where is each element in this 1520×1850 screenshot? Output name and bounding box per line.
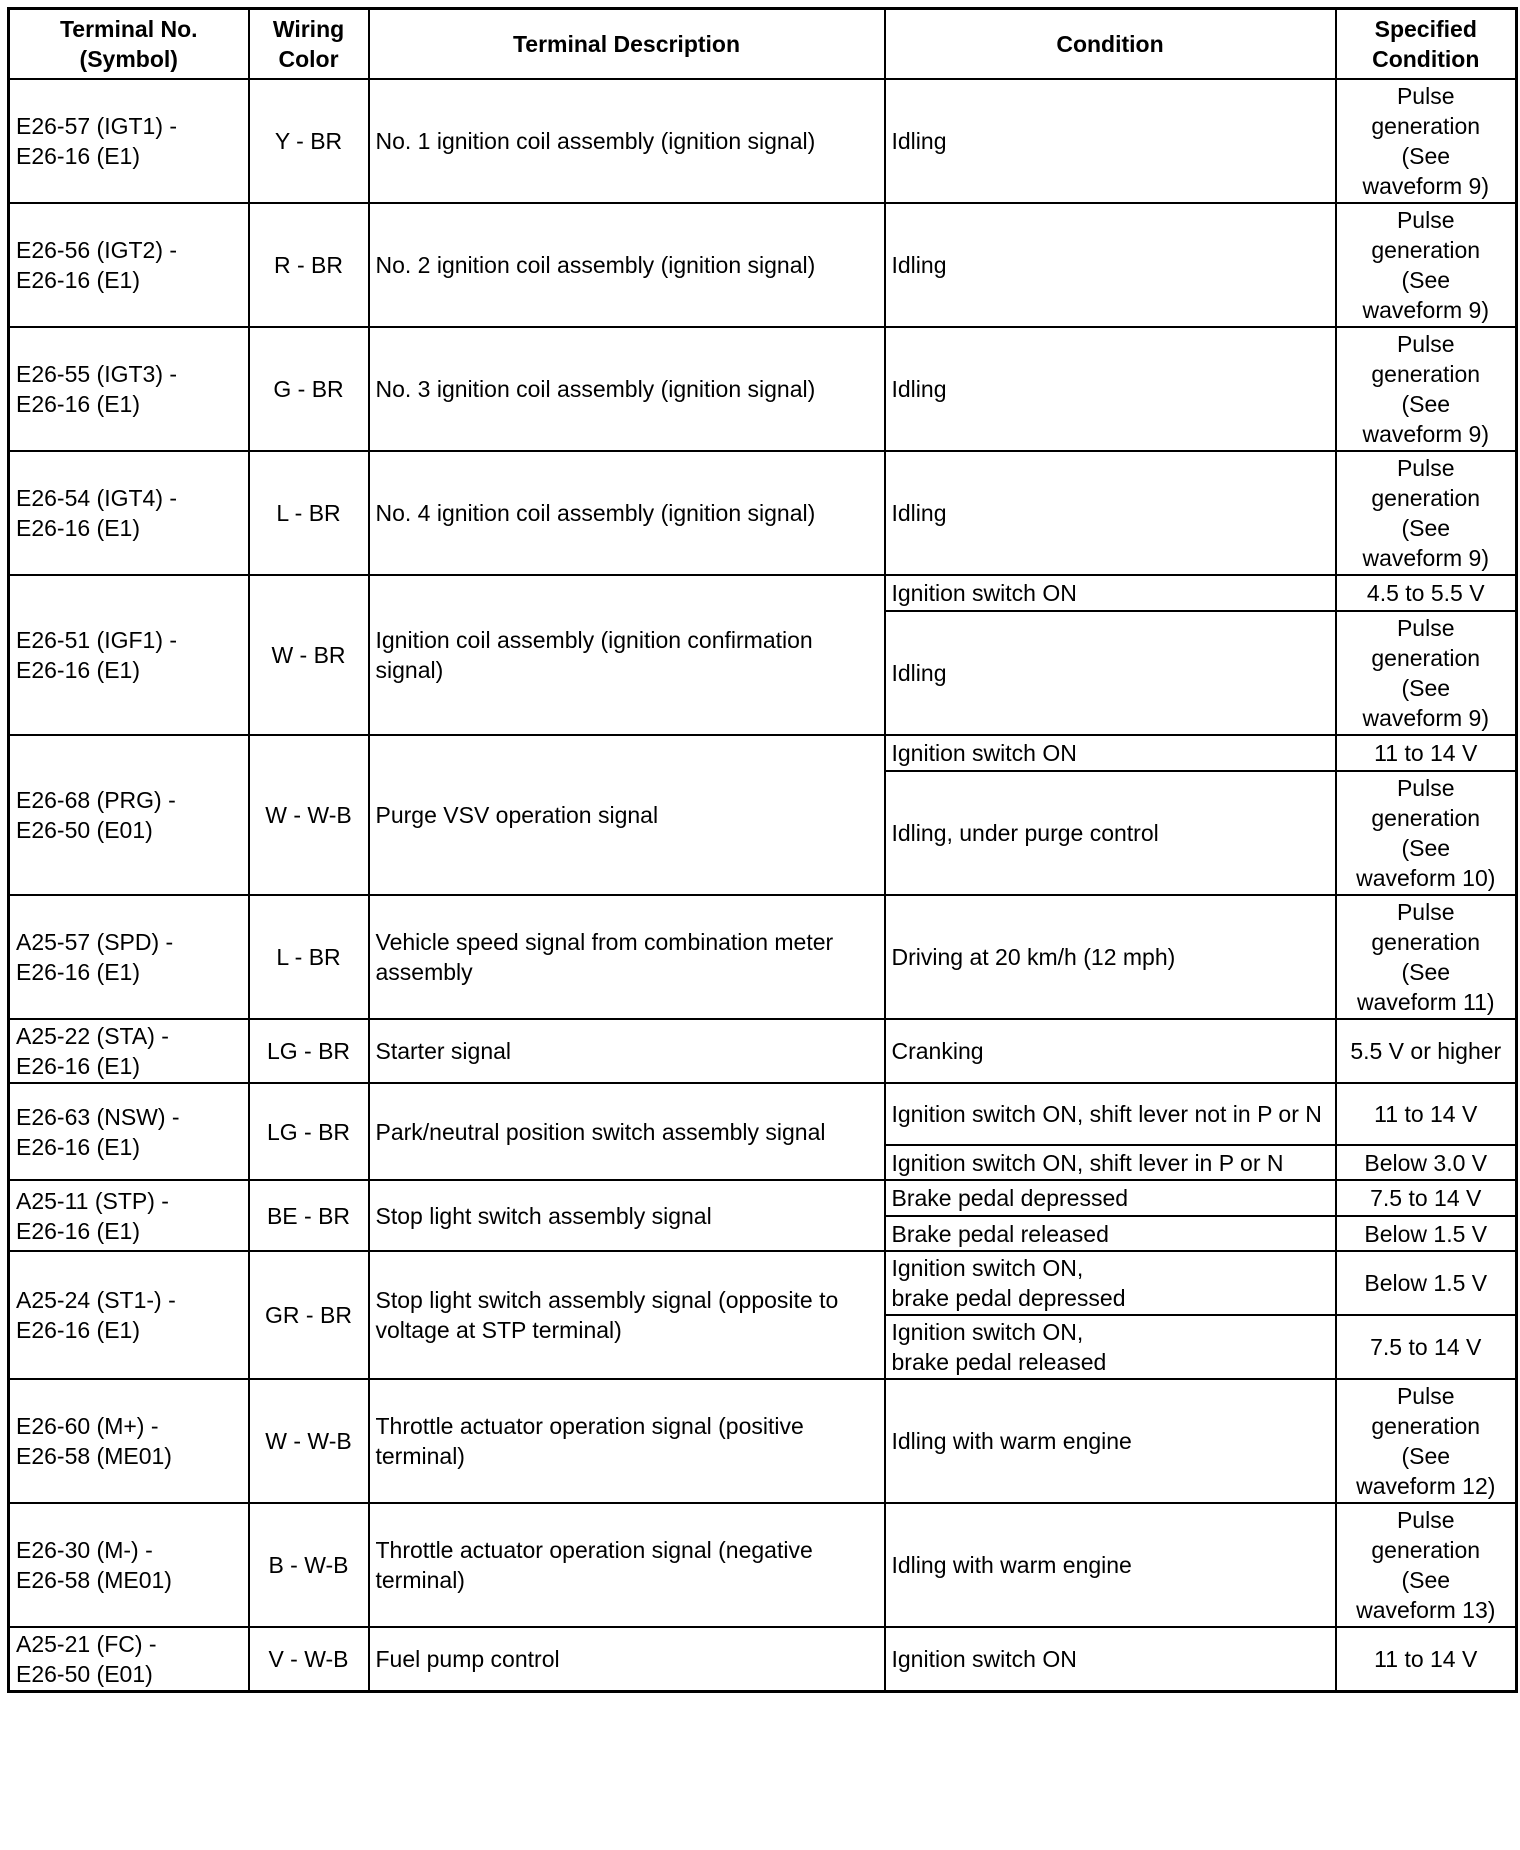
condition-line: Ignition switch ON <box>891 740 1077 766</box>
condition-line: Idling <box>891 252 947 278</box>
specified-line: generation <box>1371 237 1481 263</box>
condition-line: Idling with warm engine <box>891 1552 1132 1578</box>
terminal-line: E26-63 (NSW) - <box>16 1103 180 1130</box>
condition-line: Ignition switch ON, <box>891 1255 1084 1281</box>
specified-line: waveform 9) <box>1362 297 1490 323</box>
terminal-line: E26-16 (E1) <box>16 391 141 417</box>
condition-cell <box>885 1019 1336 1083</box>
condition-cell <box>885 1216 1336 1251</box>
specified-line: waveform 10) <box>1356 865 1496 891</box>
wiring-color-cell: LG - BR <box>249 1019 369 1083</box>
terminal-cell <box>9 451 249 575</box>
table-body <box>9 79 1517 1692</box>
terminal-line: A25-21 (FC) - <box>16 1631 157 1657</box>
terminal-line: A25-22 (STA) - <box>16 1023 169 1049</box>
wiring-color-cell: LG - BR <box>249 1083 369 1180</box>
specified-line: generation <box>1371 361 1481 387</box>
specified-condition-cell <box>1336 1627 1517 1692</box>
wiring-color-cell: W - BR <box>249 575 369 735</box>
specified-line: Pulse <box>1396 207 1455 233</box>
specified-line: generation <box>1371 645 1481 671</box>
terminal-cell <box>9 1251 249 1379</box>
table-row <box>9 451 1517 575</box>
wiring-color-cell: GR - BR <box>249 1251 369 1379</box>
wiring-color-cell: Y - BR <box>249 79 369 203</box>
terminal-line: A25-24 (ST1-) - <box>16 1287 176 1313</box>
specified-line: Pulse <box>1396 331 1455 357</box>
terminal-description-cell: No. 4 ignition coil assembly (ignition signal) <box>369 451 885 575</box>
specified-line: waveform 12) <box>1356 1473 1496 1499</box>
specified-line: 11 to 14 V <box>1374 740 1478 766</box>
condition-cell <box>885 1145 1336 1180</box>
specified-line: (See <box>1401 835 1451 861</box>
table-row <box>9 203 1517 327</box>
table-row <box>9 79 1517 203</box>
specified-line: (See <box>1401 1443 1451 1469</box>
terminal-line: E26-16 (E1) <box>16 1133 141 1160</box>
specified-condition-cell <box>1336 1251 1517 1315</box>
condition-line: Ignition switch ON, <box>891 1319 1084 1345</box>
condition-line: Brake pedal released <box>891 1220 1109 1247</box>
condition-cell <box>885 1379 1336 1503</box>
condition-line: Idling <box>891 500 947 526</box>
wiring-color-cell: V - W-B <box>249 1627 369 1692</box>
condition-line: Ignition switch ON <box>891 580 1077 606</box>
terminal-cell <box>9 1083 249 1180</box>
condition-line: Ignition switch ON, shift lever not in P or N <box>891 1101 1322 1127</box>
specified-line: generation <box>1371 1413 1481 1439</box>
table-row <box>9 1503 1517 1627</box>
condition-cell <box>885 575 1336 611</box>
condition-line: Brake pedal depressed <box>891 1185 1129 1211</box>
condition-cell <box>885 1503 1336 1627</box>
table-row <box>9 575 1517 611</box>
terminal-description-cell: Park/neutral position switch assembly signal <box>369 1083 885 1180</box>
condition-cell <box>885 79 1336 203</box>
terminal-description-cell: Stop light switch assembly signal (opposite to voltage at STP terminal) <box>369 1251 885 1379</box>
condition-cell <box>885 735 1336 771</box>
header-terminal: Terminal No. (Symbol) <box>9 9 249 80</box>
specified-line: (See <box>1401 391 1451 417</box>
specified-condition-cell <box>1336 1145 1517 1180</box>
wiring-color-cell: W - W-B <box>249 1379 369 1503</box>
condition-cell <box>885 1251 1336 1315</box>
header-wiring: Wiring Color <box>249 9 369 80</box>
condition-line: Driving at 20 km/h (12 mph) <box>891 944 1176 970</box>
terminal-description-cell: Vehicle speed signal from combination meter assembly <box>369 895 885 1019</box>
specified-line: 11 to 14 V <box>1374 1646 1478 1672</box>
terminal-line: A25-57 (SPD) - <box>16 929 174 955</box>
condition-cell <box>885 1627 1336 1692</box>
specified-line: waveform 11) <box>1356 989 1495 1015</box>
specified-line: generation <box>1371 485 1481 511</box>
header-specified: Specified Condition <box>1336 9 1517 80</box>
wiring-color-cell: L - BR <box>249 895 369 1019</box>
specified-line: waveform 9) <box>1362 173 1490 199</box>
terminal-line: E26-58 (ME01) <box>16 1443 172 1469</box>
specified-line: 11 to 14 V <box>1374 1101 1478 1127</box>
specified-line: (See <box>1401 1567 1451 1593</box>
condition-line: Idling <box>891 376 947 402</box>
specified-line: 7.5 to 14 V <box>1370 1334 1482 1360</box>
table-row <box>9 1180 1517 1216</box>
condition-line: Idling <box>891 128 947 154</box>
condition-line: Idling <box>891 660 947 686</box>
specified-line: (See <box>1401 267 1451 293</box>
condition-cell <box>885 327 1336 451</box>
specified-condition-cell <box>1336 327 1517 451</box>
terminal-line: E26-16 (E1) <box>16 1317 141 1343</box>
specified-line: Pulse <box>1396 1383 1455 1409</box>
condition-cell <box>885 895 1336 1019</box>
specified-condition-cell <box>1336 1216 1517 1251</box>
condition-cell <box>885 1315 1336 1379</box>
condition-cell <box>885 203 1336 327</box>
specified-line: generation <box>1371 805 1481 831</box>
specified-line: Below 3.0 V <box>1364 1149 1488 1176</box>
terminal-line: E26-16 (E1) <box>16 267 141 293</box>
specified-line: generation <box>1371 113 1481 139</box>
terminal-description-cell: No. 1 ignition coil assembly (ignition signal) <box>369 79 885 203</box>
terminal-line: E26-56 (IGT2) - <box>16 237 178 263</box>
table-row <box>9 1019 1517 1083</box>
specified-condition-cell <box>1336 1503 1517 1627</box>
specified-line: (See <box>1401 959 1451 985</box>
terminal-line: E26-60 (M+) - <box>16 1413 159 1439</box>
terminal-description-cell: Throttle actuator operation signal (negative terminal) <box>369 1503 885 1627</box>
terminal-description-cell: Purge VSV operation signal <box>369 735 885 895</box>
terminal-cell <box>9 895 249 1019</box>
condition-line: Ignition switch ON, shift lever in P or N <box>891 1149 1284 1176</box>
specified-line: Pulse <box>1396 899 1455 925</box>
specified-line: 4.5 to 5.5 V <box>1366 580 1485 606</box>
terminal-description-cell: No. 2 ignition coil assembly (ignition signal) <box>369 203 885 327</box>
terminal-line: E26-55 (IGT3) - <box>16 361 178 387</box>
specified-condition-cell <box>1336 771 1517 895</box>
terminal-line: E26-16 (E1) <box>16 1053 141 1079</box>
table-row <box>9 895 1517 1019</box>
specified-line: Below 1.5 V <box>1364 1270 1488 1296</box>
specified-condition-cell <box>1336 575 1517 611</box>
wiring-color-cell: G - BR <box>249 327 369 451</box>
condition-line: Cranking <box>891 1038 984 1064</box>
terminal-line: E26-30 (M-) - <box>16 1537 153 1563</box>
condition-line: Idling, under purge control <box>891 820 1159 846</box>
specified-condition-cell <box>1336 611 1517 735</box>
specified-line: (See <box>1401 675 1451 701</box>
specified-line: Pulse <box>1396 455 1455 481</box>
specified-line: Pulse <box>1396 615 1455 641</box>
terminal-cell <box>9 1019 249 1083</box>
table-row <box>9 1379 1517 1503</box>
condition-line: brake pedal released <box>891 1349 1107 1375</box>
table-row <box>9 735 1517 771</box>
terminal-line: E26-50 (E01) <box>16 1661 153 1687</box>
terminal-cell <box>9 1627 249 1692</box>
terminal-line: E26-50 (E01) <box>16 817 153 843</box>
specified-line: (See <box>1401 515 1451 541</box>
specified-line: 7.5 to 14 V <box>1370 1185 1482 1211</box>
terminal-spec-sheet <box>7 7 1518 1693</box>
table-row <box>9 1251 1517 1315</box>
condition-line: brake pedal depressed <box>891 1285 1126 1311</box>
terminal-line: E26-16 (E1) <box>16 143 141 169</box>
terminal-spec-table <box>7 7 1518 1693</box>
condition-cell <box>885 611 1336 735</box>
terminal-line: E26-57 (IGT1) - <box>16 113 178 139</box>
specified-line: waveform 9) <box>1362 705 1490 731</box>
terminal-cell <box>9 735 249 895</box>
condition-cell <box>885 771 1336 895</box>
terminal-description-cell: Fuel pump control <box>369 1627 885 1692</box>
terminal-line: E26-68 (PRG) - <box>16 787 176 813</box>
terminal-description-cell: Stop light switch assembly signal <box>369 1180 885 1251</box>
terminal-line: E26-16 (E1) <box>16 657 141 683</box>
specified-condition-cell <box>1336 1379 1517 1503</box>
specified-line: generation <box>1371 929 1481 955</box>
specified-condition-cell <box>1336 79 1517 203</box>
specified-condition-cell <box>1336 1083 1517 1145</box>
specified-line: Pulse <box>1396 83 1455 109</box>
specified-line: waveform 9) <box>1362 421 1490 447</box>
terminal-cell <box>9 1180 249 1251</box>
terminal-cell <box>9 327 249 451</box>
terminal-description-cell: Throttle actuator operation signal (positive terminal) <box>369 1379 885 1503</box>
specified-line: generation <box>1371 1537 1481 1563</box>
table-row <box>9 1083 1517 1145</box>
terminal-line: E26-51 (IGF1) - <box>16 627 178 653</box>
specified-line: waveform 13) <box>1356 1597 1496 1623</box>
table-row <box>9 327 1517 451</box>
terminal-description-cell: Starter signal <box>369 1019 885 1083</box>
header-condition: Condition <box>885 9 1336 80</box>
condition-line: Ignition switch ON <box>891 1646 1077 1672</box>
terminal-cell <box>9 79 249 203</box>
specified-condition-cell <box>1336 895 1517 1019</box>
wiring-color-cell: B - W-B <box>249 1503 369 1627</box>
header-description: Terminal Description <box>369 9 885 80</box>
terminal-line: E26-54 (IGT4) - <box>16 485 178 511</box>
table-row <box>9 1627 1517 1692</box>
terminal-line: A25-11 (STP) - <box>16 1187 169 1214</box>
terminal-line: E26-58 (ME01) <box>16 1567 172 1593</box>
specified-line: Pulse <box>1396 775 1455 801</box>
specified-line: Below 1.5 V <box>1364 1220 1488 1247</box>
specified-line: waveform 9) <box>1362 545 1490 571</box>
terminal-description-cell: Ignition coil assembly (ignition confirmation signal) <box>369 575 885 735</box>
specified-condition-cell <box>1336 1315 1517 1379</box>
wiring-color-cell: BE - BR <box>249 1180 369 1251</box>
terminal-cell <box>9 575 249 735</box>
terminal-cell <box>9 203 249 327</box>
condition-line: Idling with warm engine <box>891 1428 1132 1454</box>
specified-condition-cell <box>1336 1180 1517 1216</box>
condition-cell <box>885 1083 1336 1145</box>
terminal-cell <box>9 1379 249 1503</box>
specified-line: 5.5 V or higher <box>1350 1038 1502 1064</box>
specified-line: Pulse <box>1396 1507 1455 1533</box>
specified-line: (See <box>1401 143 1451 169</box>
terminal-description-cell: No. 3 ignition coil assembly (ignition signal) <box>369 327 885 451</box>
wiring-color-cell: W - W-B <box>249 735 369 895</box>
terminal-line: E26-16 (E1) <box>16 959 141 985</box>
specified-condition-cell <box>1336 203 1517 327</box>
specified-condition-cell <box>1336 451 1517 575</box>
specified-condition-cell <box>1336 735 1517 771</box>
wiring-color-cell: L - BR <box>249 451 369 575</box>
terminal-line: E26-16 (E1) <box>16 1217 141 1244</box>
terminal-cell <box>9 1503 249 1627</box>
condition-cell <box>885 451 1336 575</box>
condition-cell <box>885 1180 1336 1216</box>
specified-condition-cell <box>1336 1019 1517 1083</box>
header-row <box>9 9 1517 80</box>
terminal-line: E26-16 (E1) <box>16 515 141 541</box>
wiring-color-cell: R - BR <box>249 203 369 327</box>
